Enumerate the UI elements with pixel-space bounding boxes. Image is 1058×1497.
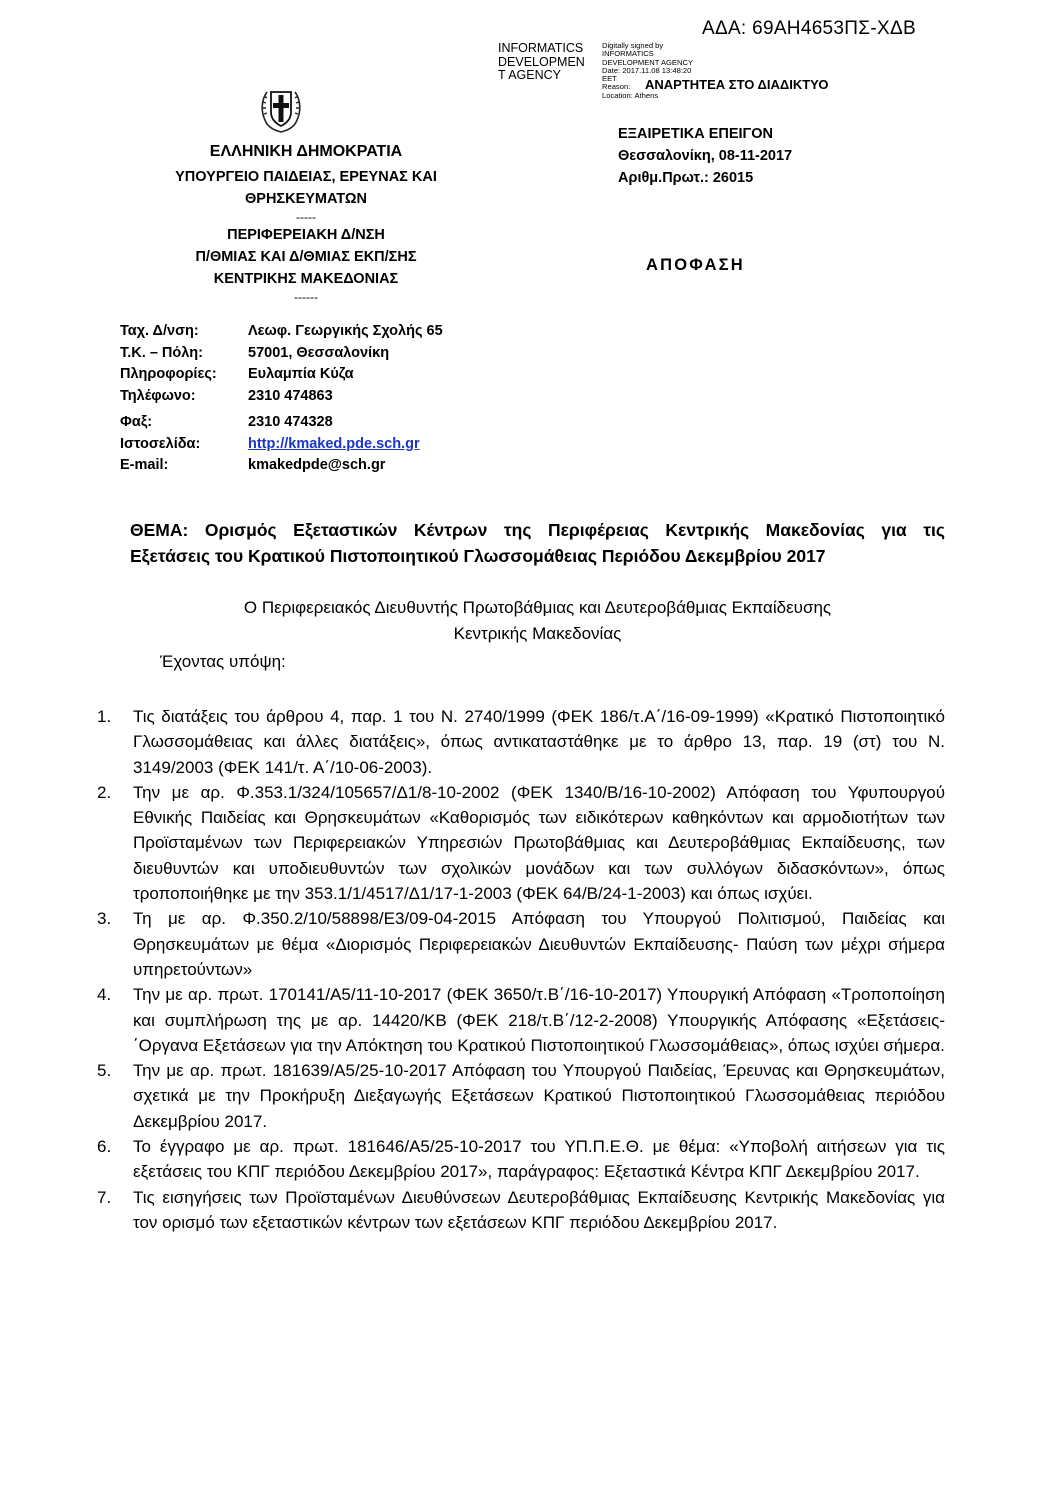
list-item: [97, 704, 945, 780]
directorate-line: Π/ΘΜΙΑΣ ΚΑΙ Δ/ΘΜΙΑΣ ΕΚΠ/ΣΗΣ: [195, 249, 417, 265]
separator: -----: [296, 210, 316, 224]
protocol-number: Αριθμ.Πρωτ.: 26015: [618, 170, 754, 186]
subject-line: Εξετάσεις του Κρατικού Πιστοποιητικού Γλωσσομάθειας Περιόδου Δεκεμβρίου 2017: [130, 546, 826, 566]
contact-row: [120, 386, 443, 408]
signature-agency: [498, 42, 600, 83]
contact-label: Ιστοσελίδα:: [120, 435, 201, 452]
signature-agency-line: T AGENCY: [498, 68, 561, 82]
website-link[interactable]: http://kmaked.pde.sch.gr: [248, 435, 420, 452]
ministry-line: ΘΡΗΣΚΕΥΜΑΤΩΝ: [245, 191, 367, 207]
signature-detail-line: Reason:: [602, 82, 631, 92]
contact-row: [120, 343, 443, 365]
contact-value: Ευλαμπία Κύζα: [248, 366, 354, 382]
contact-label: Τ.Κ. – Πόλη:: [120, 344, 203, 361]
list-item-number: 2.: [97, 782, 112, 802]
signature-agency-line: DEVELOPMEN: [498, 54, 585, 69]
list-item-number: 5.: [97, 1061, 112, 1081]
list-item: [97, 1185, 945, 1236]
list-item: [97, 1134, 945, 1185]
subject: [130, 517, 945, 569]
contact-row: [120, 321, 443, 343]
signature-detail-line: EET: [602, 74, 617, 84]
list-item-text: Την με αρ. πρωτ. 181639/Α5/25-10-2017 Απόφαση του Υπουργού Παιδείας, Έρευνας και Θρησκευμάτων, σχετικά με την Προκήρυξη Διεξαγωγής Εξετάσεων Κρατικού Πιστοποιητικού Γλωσσομάθειας περιόδου Δεκεμβρίου 2017.: [133, 1061, 945, 1131]
signature-agency-line: INFORMATICS: [498, 41, 584, 55]
subject-line: ΘΕΜΑ: Ορισμός Εξεταστικών Κέντρων της Περιφέρειας Κεντρικής Μακεδονίας για τις: [130, 520, 945, 540]
list-item: [97, 906, 945, 982]
place-date: Θεσσαλονίκη, 08-11-2017: [618, 148, 793, 164]
list-item: [97, 982, 945, 1058]
directorate-line: ΠΕΡΙΦΕΡΕΙΑΚΗ Δ/ΝΣΗ: [227, 227, 385, 243]
decision-title: ΑΠΟΦΑΣΗ: [646, 256, 745, 274]
separator: ------: [294, 290, 318, 304]
contact-table: [120, 321, 443, 477]
republic-title: ΕΛΛΗΝΙΚΗ ΔΗΜΟΚΡΑΤΙΑ: [209, 143, 403, 160]
contact-value: kmakedpde@sch.gr: [248, 457, 386, 473]
list-item-text: Το έγγραφο με αρ. πρωτ. 181646/Α5/25-10-2017 του ΥΠ.Π.Ε.Θ. με θέμα: «Υποβολή αιτήσεων για τις εξετάσεις του ΚΠΓ περιόδου Δεκεμβρίου 2017», παράγραφος: Εξεταστικά Κέντρα ΚΠΓ Δεκεμβρίου 2017.: [133, 1137, 945, 1182]
list-item-number: 3.: [97, 909, 112, 929]
list-item-text: Τις διατάξεις του άρθρου 4, παρ. 1 του Ν. 2740/1999 (ΦΕΚ 186/τ.Α΄/16-09-1999) «Κρατικό Πιστοποιητικό Γλωσσομάθειας και άλλες διατάξεις», όπως αντικαταστάθηκε με το άρθρο 13, παρ. 19 (στ) του Ν. 3149/2003 (ΦΕΚ 141/τ. Α΄/10-06-2003).: [133, 707, 945, 777]
list-item-text: Την με αρ. Φ.353.1/324/105657/Δ1/8-10-2002 (ΦΕΚ 1340/Β/16-10-2002) Απόφαση του Υφυπουργού Εθνικής Παιδείας και Θρησκευμάτων «Καθορισμός των ειδικότερων καθηκόντων και αρμοδιοτήτων των Προϊσταμένων των Περιφερειακών Υπηρεσιών Πρωτοβάθμιας και Δευτεροβάθμιας Εκπαίδευσης, των διευθυντών και υποδιευθυντών των σχολικών μονάδων και των συλλόγων διδασκόντων», όπως τροποποιήθηκε με την 353.1/1/4517/Δ1/17-1-2003 (ΦΕΚ 64/Β/24-1-2003) και όπως ισχύει.: [133, 782, 945, 904]
contact-label: Φαξ:: [120, 414, 153, 430]
signature-detail-line: DEVELOPMENT AGENCY: [602, 57, 694, 67]
signature-detail-line: Date: 2017.11.08 13:48:20: [602, 65, 692, 75]
contact-value: Λεωφ. Γεωργικής Σχολής 65: [248, 323, 443, 339]
public-posting-note: ΑΝΑΡΤΗΤΕΑ ΣΤΟ ΔΙΑΔΙΚΤΥΟ: [645, 77, 829, 92]
list-item-text: Τη με αρ. Φ.350.2/10/58898/Ε3/09-04-2015 Απόφαση του Υπουργού Πολιτισμού, Παιδείας και Θρησκευμάτων με θέμα «Διορισμός Περιφερειακών Διευθυντών Εκπαίδευσης- Παύση των μέχρι σήμερα υπηρετούντων»: [133, 909, 945, 979]
contact-label: Ταχ. Δ/νση:: [120, 323, 199, 339]
list-item-text: Τις εισηγήσεις των Προϊσταμένων Διευθύνσεων Δευτεροβάθμιας Εκπαίδευσης Κεντρικής Μακεδονίας για τον ορισμό των εξεταστικών κέντρων των εξετάσεων ΚΠΓ περιόδου Δεκεμβρίου 2017.: [133, 1187, 945, 1232]
list-item-number: 7.: [97, 1187, 112, 1207]
considerations-list: [97, 704, 945, 1235]
contact-value: 57001, Θεσσαλονίκη: [248, 344, 390, 361]
contact-row: [120, 412, 443, 434]
contact-row: [120, 364, 443, 386]
urgency-label: ΕΞΑΙΡΕΤΙΚΑ ΕΠΕΙΓΟΝ: [618, 126, 774, 142]
list-item: [97, 1058, 945, 1134]
list-item: [97, 780, 945, 906]
contact-value: 2310 474863: [248, 387, 333, 404]
contact-label: E-mail:: [120, 457, 169, 473]
ministry-name: [110, 166, 502, 304]
director-line: Κεντρικής Μακεδονίας: [453, 624, 622, 643]
contact-row: [120, 455, 443, 477]
ministry-line: ΥΠΟΥΡΓΕΙΟ ΠΑΙΔΕΙΑΣ, ΕΡΕΥΝΑΣ ΚΑΙ: [175, 169, 437, 185]
signature-detail-line: Location: Athens: [602, 90, 659, 100]
considering-label: Έχοντας υπόψη:: [160, 652, 286, 671]
signature-detail-line: Digitally signed by: [602, 41, 664, 50]
ada-code: ΑΔΑ: 69ΑΗ4653ΠΣ-ΧΔΒ: [702, 18, 916, 39]
list-item-number: 1.: [97, 707, 112, 726]
director-title: [130, 595, 945, 647]
greek-state-emblem-icon: [259, 84, 303, 134]
contact-value: 2310 474328: [248, 414, 333, 430]
contact-row: [120, 434, 443, 456]
signature-detail-line: INFORMATICS: [602, 49, 654, 59]
contact-label: Πληροφορίες:: [120, 366, 217, 382]
contact-label: Τηλέφωνο:: [120, 387, 196, 404]
list-item-number: 6.: [97, 1137, 112, 1157]
directorate-line: ΚΕΝΤΡΙΚΗΣ ΜΑΚΕΔΟΝΙΑΣ: [213, 271, 399, 287]
list-item-number: 4.: [97, 985, 112, 1005]
director-line: Ο Περιφερειακός Διευθυντής Πρωτοβάθμιας και Δευτεροβάθμιας Εκπαίδευσης: [243, 598, 832, 617]
document-meta: [618, 123, 792, 189]
list-item-text: Την με αρ. πρωτ. 170141/Α5/11-10-2017 (ΦΕΚ 3650/τ.Β΄/16-10-2017) Υπουργική Απόφαση «Τροποποίηση και συμπλήρωση της με αρ. 14420/ΚΒ (ΦΕΚ 218/τ.Β΄/12-2-2008) Υπουργικής Απόφασης «Εξετάσεις-΄Οργανα Εξετάσεων για την Απόκτηση του Κρατικού Πιστοποιητικού Γλωσσομάθειας», όπως ισχύει σήμερα.: [133, 985, 945, 1055]
